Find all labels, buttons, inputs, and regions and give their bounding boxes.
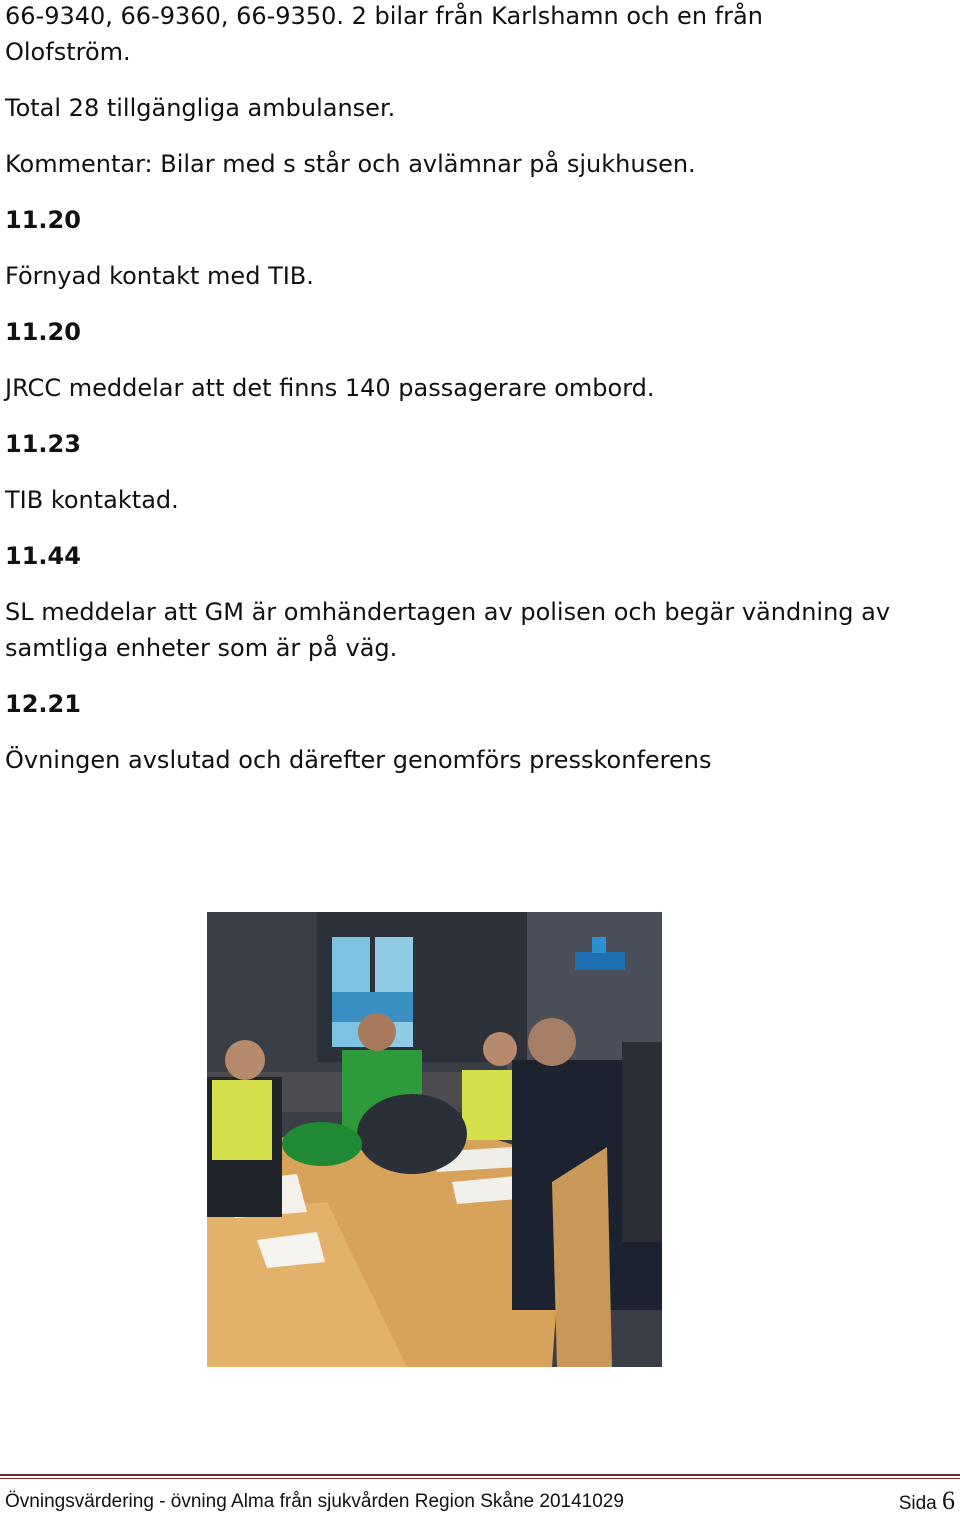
footer-title: Övningsvärdering - övning Alma från sjukvården Region Skåne 20141029 [5,1491,624,1512]
entry-text-continued: samtliga enheter som är på väg. [5,634,398,662]
entry-time: 12.21 [5,690,81,718]
entry-text: SL meddelar att GM är omhändertagen av polisen och begär vändning av [5,598,891,626]
entry-text: JRCC meddelar att det finns 140 passagerare ombord. [5,374,655,402]
page-label: Sida [898,1493,937,1514]
entry-text: Övningen avslutad och därefter genomförs presskonferens [5,746,712,774]
entry-time: 11.20 [5,206,81,234]
entry-text: Förnyad kontakt med TIB. [5,262,314,290]
total-ambulances: Total 28 tillgängliga ambulanser. [5,94,396,122]
comment-line: Kommentar: Bilar med s står och avlämnar på sjukhusen. [5,150,696,178]
page-number-value: 6 [942,1486,955,1515]
entry-time: 11.20 [5,318,81,346]
entry-time: 11.23 [5,430,81,458]
body-line-1: 66-9340, 66-9360, 66-9350. 2 bilar från Karlshamn och en från [5,2,763,30]
entry-time: 11.44 [5,542,81,570]
footer-rule [0,1474,960,1479]
meeting-photo [207,912,662,1367]
page-number [899,1486,955,1519]
meeting-photo-illustration [207,912,662,1367]
body-line-2: Olofström. [5,38,131,66]
entry-text: TIB kontaktad. [5,486,179,514]
